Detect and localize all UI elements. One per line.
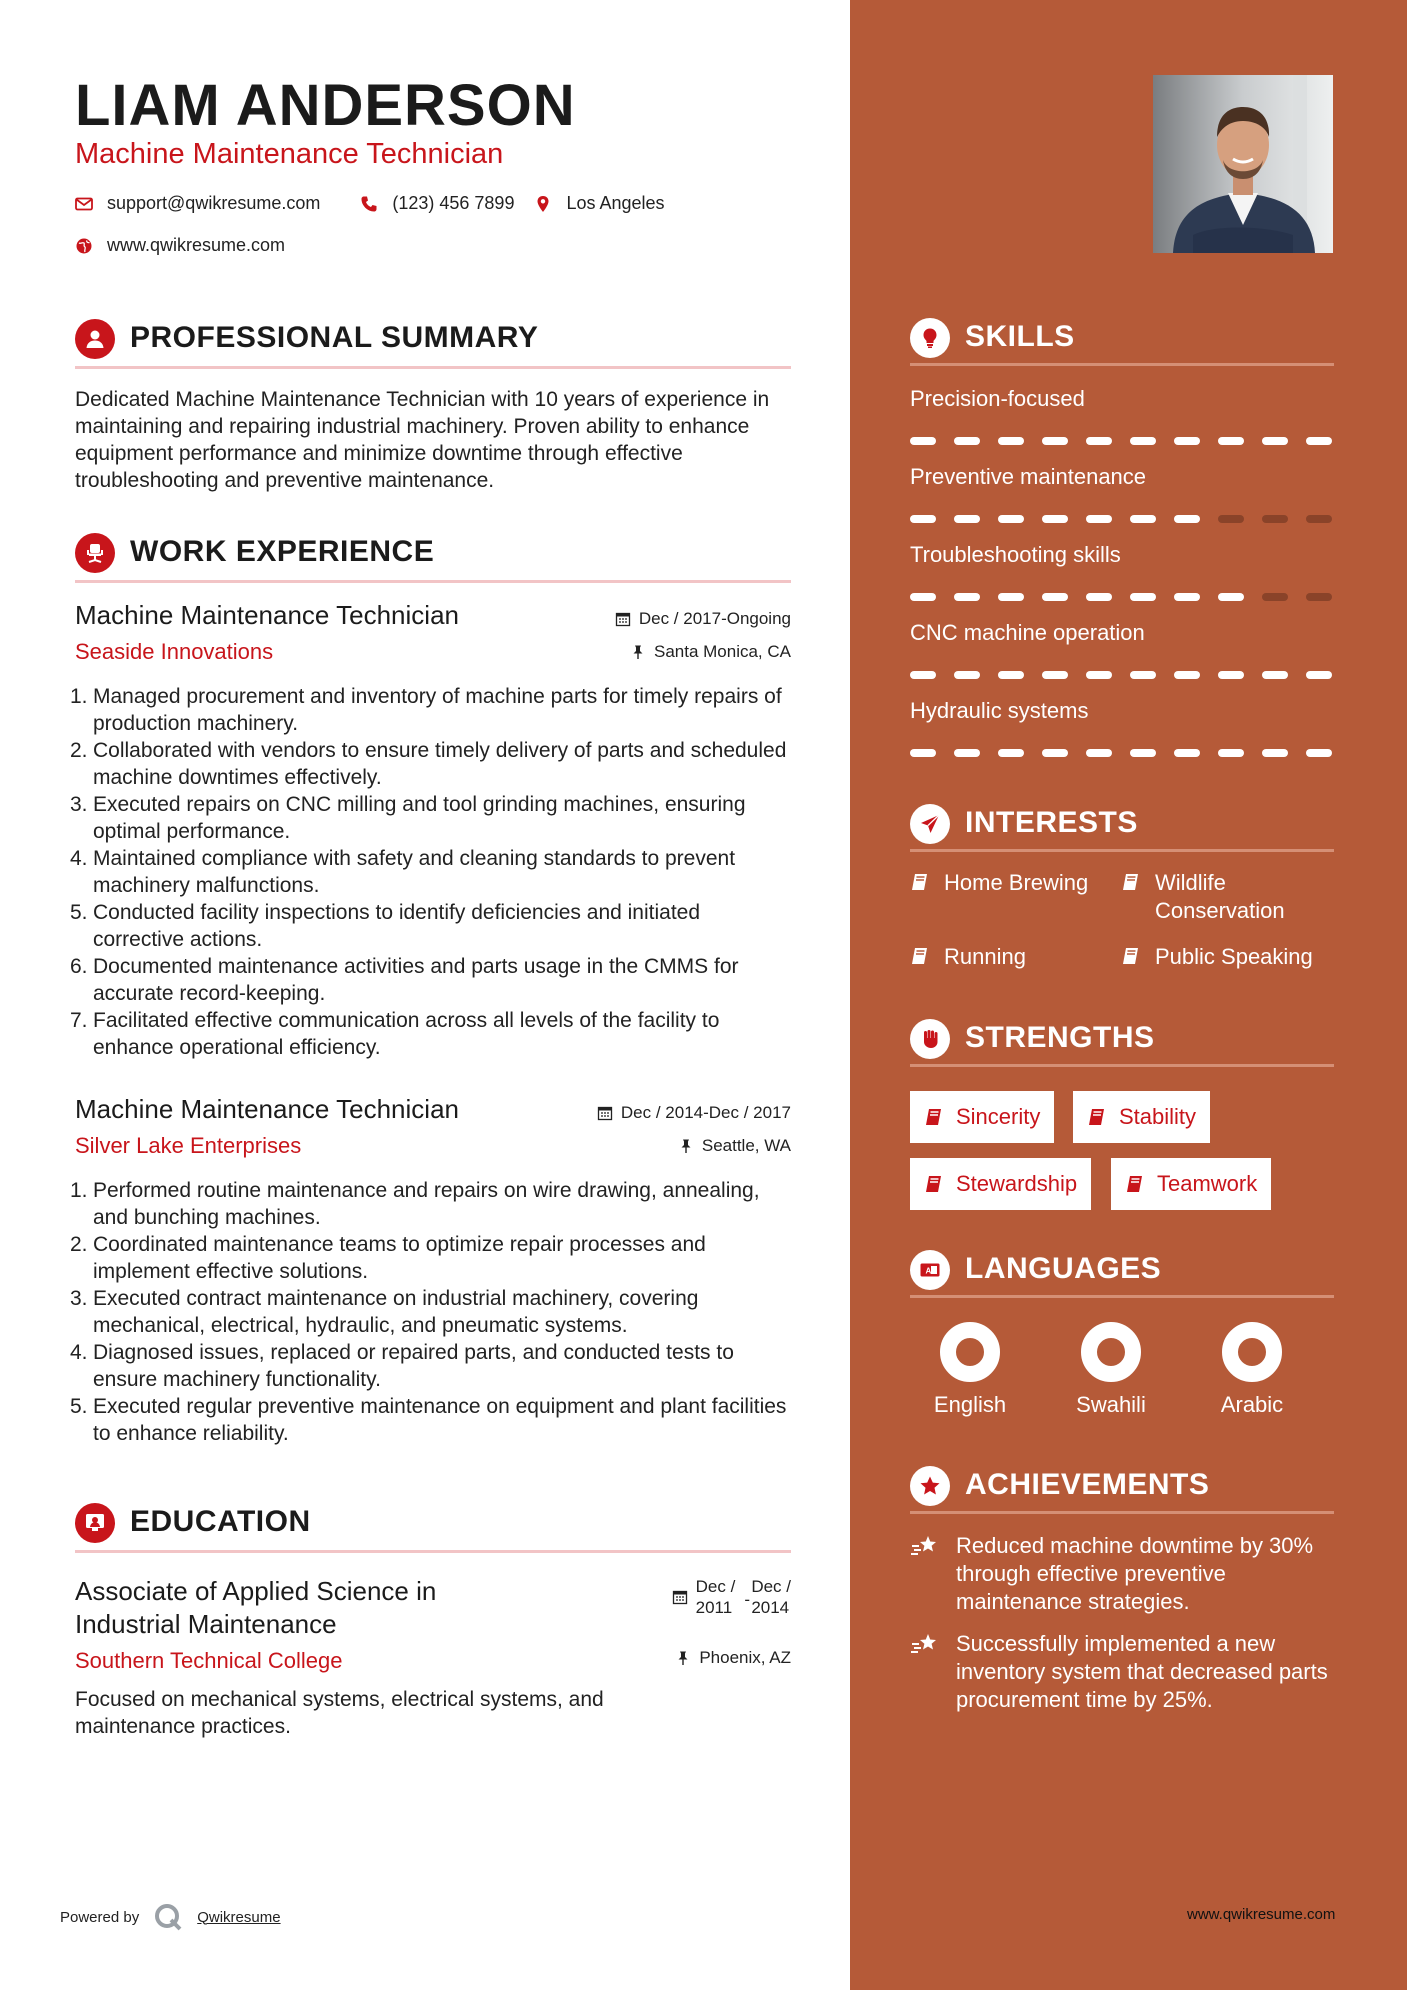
education-title: EDUCATION: [130, 1505, 311, 1538]
skill-dot: [1174, 593, 1200, 601]
skill-dot: [954, 749, 980, 757]
job-2-date-text: Dec / 2014-Dec / 2017: [620, 1103, 791, 1122]
language-level-ring: [938, 1320, 1002, 1384]
skill-dot: [998, 671, 1024, 679]
book-icon: [1087, 1107, 1107, 1127]
job-2-date: [597, 1103, 791, 1123]
map-pin-icon: [534, 195, 552, 213]
degree-line-2: Industrial Maintenance: [75, 1609, 337, 1639]
skill-dot: [1306, 515, 1332, 523]
interests-title: INTERESTS: [965, 806, 1138, 839]
strengths-header: [910, 1011, 1334, 1067]
interest-item: Wildlife Conservation: [1121, 869, 1321, 925]
skill-dot: [1130, 671, 1156, 679]
job-1-company: Seaside Innovations: [75, 639, 274, 664]
skill-dot: [1262, 437, 1288, 445]
book-icon: [924, 1174, 944, 1194]
star-icon: [910, 1466, 950, 1506]
languages-title: LANGUAGES: [965, 1252, 1162, 1285]
job-1-date-text: Dec / 2017-Ongoing: [638, 609, 791, 628]
skill-dot: [1086, 593, 1112, 601]
skill-dot: [1262, 749, 1288, 757]
skill-dot: [1174, 671, 1200, 679]
job-1-location: [630, 642, 791, 662]
education-end: - Dec / 2014: [744, 1577, 791, 1617]
language-level-ring: [1079, 1320, 1143, 1384]
list-item: 2. Coordinated maintenance teams to optimize repair processes and implement effective solutions.: [70, 1233, 706, 1283]
skill-dot: [1262, 515, 1288, 523]
degree-title: [75, 1575, 436, 1641]
candidate-role: Machine Maintenance Technician: [75, 138, 504, 170]
pushpin-icon: [675, 1650, 691, 1666]
skill-dot: [1306, 593, 1332, 601]
skills-header: [910, 310, 1334, 366]
job-1-date: [615, 609, 791, 629]
skill-dot: [1306, 437, 1332, 445]
qwikresume-logo-icon: [153, 1902, 183, 1932]
job-2-location: [678, 1136, 791, 1156]
skill-name: Troubleshooting skills: [910, 542, 1121, 567]
languages-header: [910, 1242, 1334, 1298]
experience-header: [75, 527, 791, 583]
skill-meter: [910, 437, 1332, 445]
summary-title: PROFESSIONAL SUMMARY: [130, 321, 539, 354]
education-start: Dec / 2011: [695, 1577, 736, 1617]
interest-item: Running: [910, 943, 1026, 971]
summary-header: [75, 313, 791, 369]
list-item: 5. Executed regular preventive maintenance on equipment and plant facilities to enhance reliability.: [70, 1395, 787, 1445]
skill-dot: [1086, 437, 1112, 445]
powered-by: [60, 1902, 281, 1932]
skill-dot: [1042, 593, 1068, 601]
skill-dot: [1042, 437, 1068, 445]
contact-email[interactable]: [75, 193, 320, 214]
contact-phone[interactable]: [360, 193, 514, 214]
skill-dot: [1174, 749, 1200, 757]
skill-dot: [1306, 749, 1332, 757]
user-icon: [75, 319, 115, 359]
job-2-company: Silver Lake Enterprises: [75, 1133, 302, 1158]
location-text: Los Angeles: [566, 193, 665, 213]
skill-dot: [1042, 515, 1068, 523]
book-icon: [1121, 872, 1141, 892]
skill-dot: [910, 515, 936, 523]
list-item: 7. Facilitated effective communication across all levels of the facility to enhance operational efficiency.: [70, 1009, 720, 1059]
envelope-icon: [75, 195, 93, 213]
phone-icon: [360, 195, 378, 213]
education-date: [672, 1576, 791, 1618]
skill-dot: [1218, 749, 1244, 757]
skill-dot: [1086, 515, 1112, 523]
shooting-star-icon: [910, 1632, 940, 1658]
list-item: 3. Executed contract maintenance on industrial machinery, covering mechanical, electrical, hydraulic, and pneumatic systems.: [70, 1287, 699, 1337]
skills-title: SKILLS: [965, 320, 1075, 353]
office-chair-icon: [75, 533, 115, 573]
book-icon: [910, 946, 930, 966]
skill-dot: [998, 749, 1024, 757]
skill-name: Hydraulic systems: [910, 698, 1089, 723]
education-location: [675, 1648, 791, 1668]
language-item: English: [915, 1320, 1025, 1418]
skill-name: Precision-focused: [910, 386, 1085, 411]
lightbulb-icon: [910, 318, 950, 358]
email-text: support@qwikresume.com: [107, 193, 321, 213]
skill-dot: [1218, 515, 1244, 523]
raised-fist-icon: [910, 1019, 950, 1059]
achievements-header: [910, 1458, 1334, 1514]
skill-dot: [998, 515, 1024, 523]
skill-dot: [1042, 671, 1068, 679]
language-level-ring: [1220, 1320, 1284, 1384]
skill-dot: [998, 593, 1024, 601]
globe-icon: [75, 237, 93, 255]
skill-meter: [910, 593, 1332, 601]
job-1-location-text: Santa Monica, CA: [653, 642, 791, 661]
skill-dot: [1218, 671, 1244, 679]
school-name: Southern Technical College: [75, 1648, 343, 1673]
pushpin-icon: [630, 644, 646, 660]
skill-dot: [1218, 437, 1244, 445]
skill-meter: [910, 515, 1332, 523]
education-header: [75, 1497, 791, 1553]
shooting-star-icon: [910, 1534, 940, 1560]
achievements-title: ACHIEVEMENTS: [965, 1468, 1210, 1501]
interest-item: Public Speaking: [1121, 943, 1313, 971]
skill-dot: [954, 515, 980, 523]
job-1-title: Machine Maintenance Technician: [75, 600, 459, 630]
strength-badge: Stewardship: [910, 1158, 1091, 1210]
book-icon: [910, 872, 930, 892]
skill-dot: [1218, 593, 1244, 601]
job-2-list: [70, 1177, 791, 1447]
skill-dot: [1262, 593, 1288, 601]
skill-dot: [954, 437, 980, 445]
skill-dot: [910, 593, 936, 601]
skill-meter: [910, 671, 1332, 679]
job-2-title: Machine Maintenance Technician: [75, 1094, 459, 1124]
footer-website[interactable]: www.qwikresume.com: [1187, 1906, 1336, 1923]
strength-badge: Sincerity: [910, 1091, 1054, 1143]
degree-line-1: Associate of Applied Science in: [75, 1576, 437, 1606]
skill-dot: [1042, 749, 1068, 757]
book-icon: [924, 1107, 944, 1127]
svg-text:A: A: [925, 1266, 932, 1276]
list-item: 4. Diagnosed issues, replaced or repaired parts, and conducted tests to ensure machinery functionality.: [70, 1341, 734, 1391]
strengths-title: STRENGTHS: [965, 1021, 1155, 1054]
skill-dot: [954, 671, 980, 679]
skill-dot: [1130, 437, 1156, 445]
experience-title: WORK EXPERIENCE: [130, 535, 435, 568]
strength-badge: Stability: [1073, 1091, 1210, 1143]
interests-header: [910, 796, 1334, 852]
contact-row-2: [75, 235, 325, 256]
pushpin-icon: [678, 1138, 694, 1154]
graduate-icon: [75, 1503, 115, 1543]
skill-dot: [1262, 671, 1288, 679]
interest-item: Home Brewing: [910, 869, 1088, 897]
skill-dot: [1174, 437, 1200, 445]
translate-icon: [910, 1250, 950, 1290]
education-location-text: Phoenix, AZ: [699, 1648, 791, 1667]
paper-plane-icon: [910, 804, 950, 844]
skill-dot: [1174, 515, 1200, 523]
book-icon: [1121, 946, 1141, 966]
book-icon: [1125, 1174, 1145, 1194]
skill-dot: [910, 671, 936, 679]
skill-dot: [1130, 515, 1156, 523]
skill-name: CNC machine operation: [910, 620, 1145, 645]
contact-website[interactable]: [75, 235, 285, 256]
contact-row: [75, 193, 705, 214]
calendar-icon: [615, 611, 631, 627]
language-item: Arabic: [1197, 1320, 1307, 1418]
job-2-location-text: Seattle, WA: [701, 1136, 791, 1155]
skill-dot: [1086, 671, 1112, 679]
calendar-icon: [597, 1105, 613, 1121]
phone-text: (123) 456 7899: [392, 193, 515, 213]
candidate-name: LIAM ANDERSON: [75, 73, 576, 138]
skill-dot: [998, 437, 1024, 445]
skill-dot: [910, 437, 936, 445]
achievement-item: Reduced machine downtime by 30% through effective preventive maintenance strategies.: [910, 1532, 1330, 1616]
strength-badge: Teamwork: [1111, 1158, 1271, 1210]
calendar-icon: [672, 1589, 688, 1605]
contact-location: [534, 193, 664, 214]
list-item: 1. Managed procurement and inventory of machine parts for timely repairs of production machinery.: [70, 685, 782, 735]
list-item: 5. Conducted facility inspections to identify deficiencies and initiated corrective actions.: [70, 901, 701, 951]
profile-photo: [1153, 75, 1333, 253]
skill-dot: [1130, 593, 1156, 601]
job-1-list: [70, 683, 791, 1061]
powered-by-label: Powered by: [60, 1908, 140, 1926]
list-item: 3. Executed repairs on CNC milling and tool grinding machines, ensuring optimal performance.: [70, 793, 746, 843]
skill-name: Preventive maintenance: [910, 464, 1147, 489]
skill-meter: [910, 749, 1332, 757]
website-text: www.qwikresume.com: [107, 235, 286, 255]
list-item: 1. Performed routine maintenance and repairs on wire drawing, annealing, and bunching machines.: [70, 1179, 760, 1229]
list-item: 2. Collaborated with vendors to ensure timely delivery of parts and scheduled machine downtimes effectively.: [70, 739, 787, 789]
list-item: 6. Documented maintenance activities and parts usage in the CMMS for accurate record-keeping.: [70, 955, 739, 1005]
education-text: Focused on mechanical systems, electrical systems, and maintenance practices.: [75, 1688, 604, 1738]
brand-link[interactable]: Qwikresume: [197, 1908, 281, 1926]
skill-dot: [910, 749, 936, 757]
skill-dot: [1306, 671, 1332, 679]
list-item: 4. Maintained compliance with safety and cleaning standards to prevent machinery malfunctions.: [70, 847, 736, 897]
summary-text: Dedicated Machine Maintenance Technician with 10 years of experience in maintaining and repairing industrial machinery. Proven ability to enhance equipment performance and minimize downtime through effective troubleshooting and preventive maintenance.: [75, 388, 770, 492]
skill-dot: [1086, 749, 1112, 757]
skill-dot: [1130, 749, 1156, 757]
skill-dot: [954, 593, 980, 601]
language-item: Swahili: [1056, 1320, 1166, 1418]
achievement-item: Successfully implemented a new inventory system that decreased parts procurement time by 25%.: [910, 1630, 1330, 1714]
